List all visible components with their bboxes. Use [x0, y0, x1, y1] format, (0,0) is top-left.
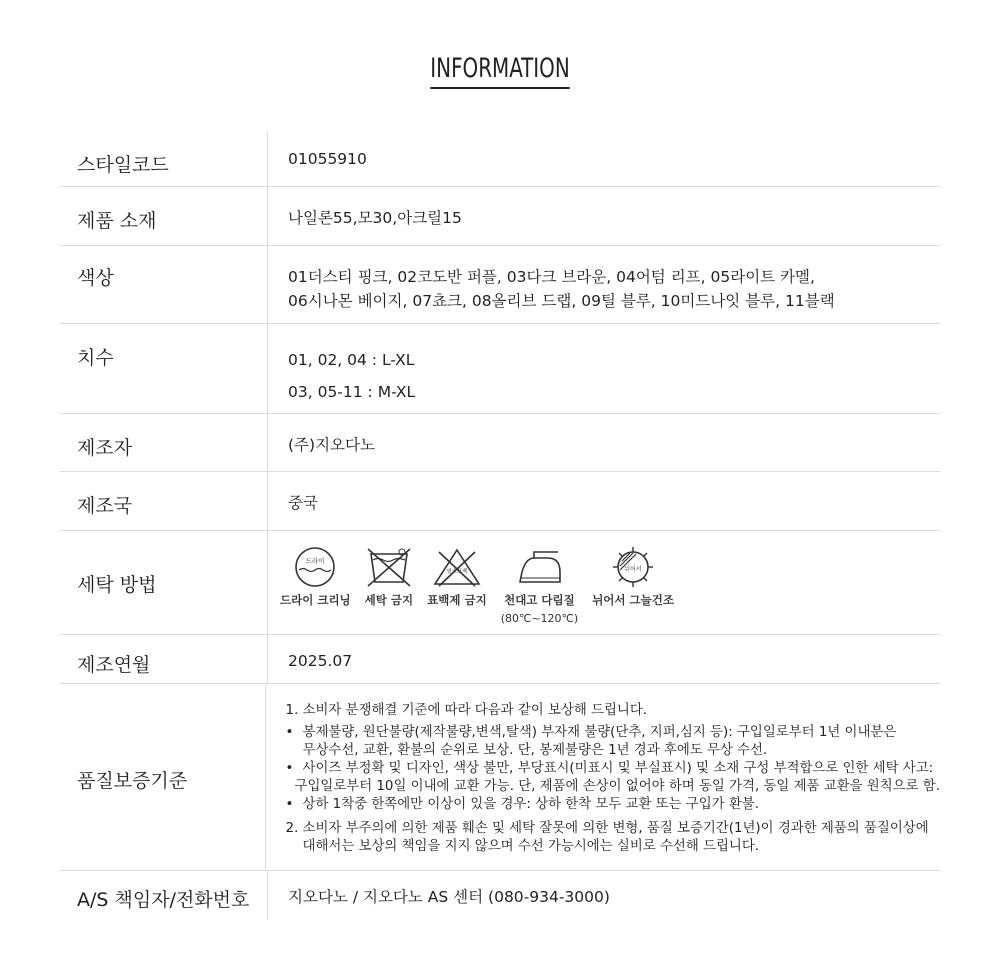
wash-item-no-wash: [365, 546, 413, 626]
style-code-value: 01055910: [288, 150, 367, 168]
size-line: 03, 05-11 : M-XL: [288, 383, 416, 401]
wash-caption: 뉘어서 그늘건조: [592, 593, 674, 607]
wash-caption: 표백제 금지: [427, 593, 487, 607]
info-table: [60, 132, 940, 919]
no-wash-icon: [365, 546, 413, 588]
quality-item-text: 소비자 부주의에 의한 제품 훼손 및 세탁 잘못에 의한 변형, 품질 보증기간(1년)이 경과한 제품의 품질이상에: [302, 821, 929, 836]
country-label: 제조국: [60, 472, 268, 530]
wash-item-no-bleach: [427, 546, 487, 626]
quality-bullet-text: 구입일로부터 10일 이내에 교환 가능. 단, 제품에 손상이 없어야 하며 동일 가격, 동일 제품 교환을 원칙으로 함.: [294, 779, 940, 794]
quality-item-number: 1.: [285, 703, 299, 718]
color-line: 06시나몬 베이지, 07쵸크, 08올리브 드랩, 09틸 블루, 10미드나잇 블루, 11블랙: [288, 292, 835, 310]
row-color: [60, 246, 940, 324]
washing-label: 세탁 방법: [60, 531, 268, 634]
row-as: [60, 871, 940, 919]
iron-icon: [514, 546, 564, 588]
no-bleach-icon: [431, 546, 483, 588]
quality-bullet-1: [286, 724, 940, 760]
row-style-code: [60, 132, 940, 187]
wash-item-flat-dry: [592, 546, 674, 626]
date-label: 제조연월: [60, 635, 268, 683]
quality-bullet-text: 상하 1착중 한쪽에만 이상이 있을 경우: 상하 한착 모두 교환 또는 구입가 환불.: [302, 797, 759, 812]
dry-clean-icon: [293, 546, 337, 588]
row-quality: [60, 684, 940, 871]
flat-dry-icon-text: 뉘어서: [624, 566, 642, 573]
bullet-mark: •: [285, 797, 294, 812]
size-label: 치수: [60, 324, 268, 413]
row-date: [60, 635, 940, 684]
row-material: [60, 187, 940, 246]
wash-item-iron: [501, 546, 579, 626]
quality-bullet-3: [286, 796, 940, 814]
row-washing: [60, 531, 940, 635]
quality-value: [266, 684, 940, 870]
quality-item-text: 소비자 분쟁해결 기준에 따라 다음과 같이 보상해 드립니다.: [302, 703, 648, 718]
material-label: 제품 소재: [60, 187, 268, 245]
wash-item-dry-clean: [280, 546, 351, 626]
as-value: 지오다노 / 지오다노 AS 센터 (080-934-3000): [288, 888, 610, 906]
size-value: [268, 324, 940, 413]
row-country: [60, 472, 940, 531]
size-line: 01, 02, 04 : L-XL: [288, 351, 415, 369]
date-value: 2025.07: [288, 652, 353, 670]
country-value: 중국: [288, 494, 318, 512]
color-value: [268, 246, 940, 323]
quality-bullet-2: [286, 760, 940, 796]
wash-caption: 드라이 크리닝: [280, 593, 351, 607]
flat-dry-shade-icon: [609, 546, 657, 588]
quality-item-2: [286, 820, 940, 856]
quality-bullet-text: 사이즈 부정확 및 디자인, 색상 불만, 부당표시(미표시 및 부실표시) 및 소재 구성 부적합으로 인한 세탁 사고:: [302, 761, 934, 776]
page-title: INFORMATION: [430, 52, 569, 89]
wash-caption: 세탁 금지: [364, 593, 414, 607]
wash-caption: 천대고 다림질: [504, 593, 575, 607]
quality-item-number: 2.: [285, 821, 299, 836]
quality-label: 품질보증기준: [60, 684, 266, 870]
dry-clean-icon-text: 드라이: [305, 557, 325, 565]
bullet-mark: •: [285, 725, 294, 740]
quality-bullet-text: 무상수선, 교환, 환불의 순위로 보상. 단, 봉제불량은 1년 경과 후에도 무상 수선.: [302, 743, 768, 758]
row-size: [60, 324, 940, 414]
no-bleach-icon-text: 염소표백: [446, 569, 468, 575]
title-wrap: [0, 52, 1000, 89]
maker-value: (주)지오다노: [288, 436, 375, 454]
as-label: A/S 책임자/전화번호: [60, 871, 268, 919]
color-label: 색상: [60, 246, 268, 323]
bullet-mark: •: [285, 761, 294, 776]
washing-icons: [280, 546, 940, 626]
wash-caption-temp: (80℃~120℃): [500, 612, 579, 625]
quality-bullet-text: 봉제불량, 원단불량(제작불량,변색,탈색) 부자재 불량(단추, 지퍼,심지 등): 구입일로부터 1년 이내분은: [302, 725, 897, 740]
quality-item-1: [286, 702, 940, 720]
material-value: 나일론55,모30,아크릴15: [288, 209, 462, 227]
style-code-label: 스타일코드: [60, 132, 268, 186]
quality-item-text: 대해서는 보상의 책임을 지지 않으며 수선 가능시에는 실비로 수선해 드립니다.: [302, 839, 760, 854]
washing-value: [268, 531, 940, 634]
color-line: 01더스티 핑크, 02코도반 퍼플, 03다크 브라운, 04어텀 리프, 05라이트 카멜,: [288, 268, 815, 286]
maker-label: 제조자: [60, 414, 268, 471]
row-maker: [60, 414, 940, 472]
